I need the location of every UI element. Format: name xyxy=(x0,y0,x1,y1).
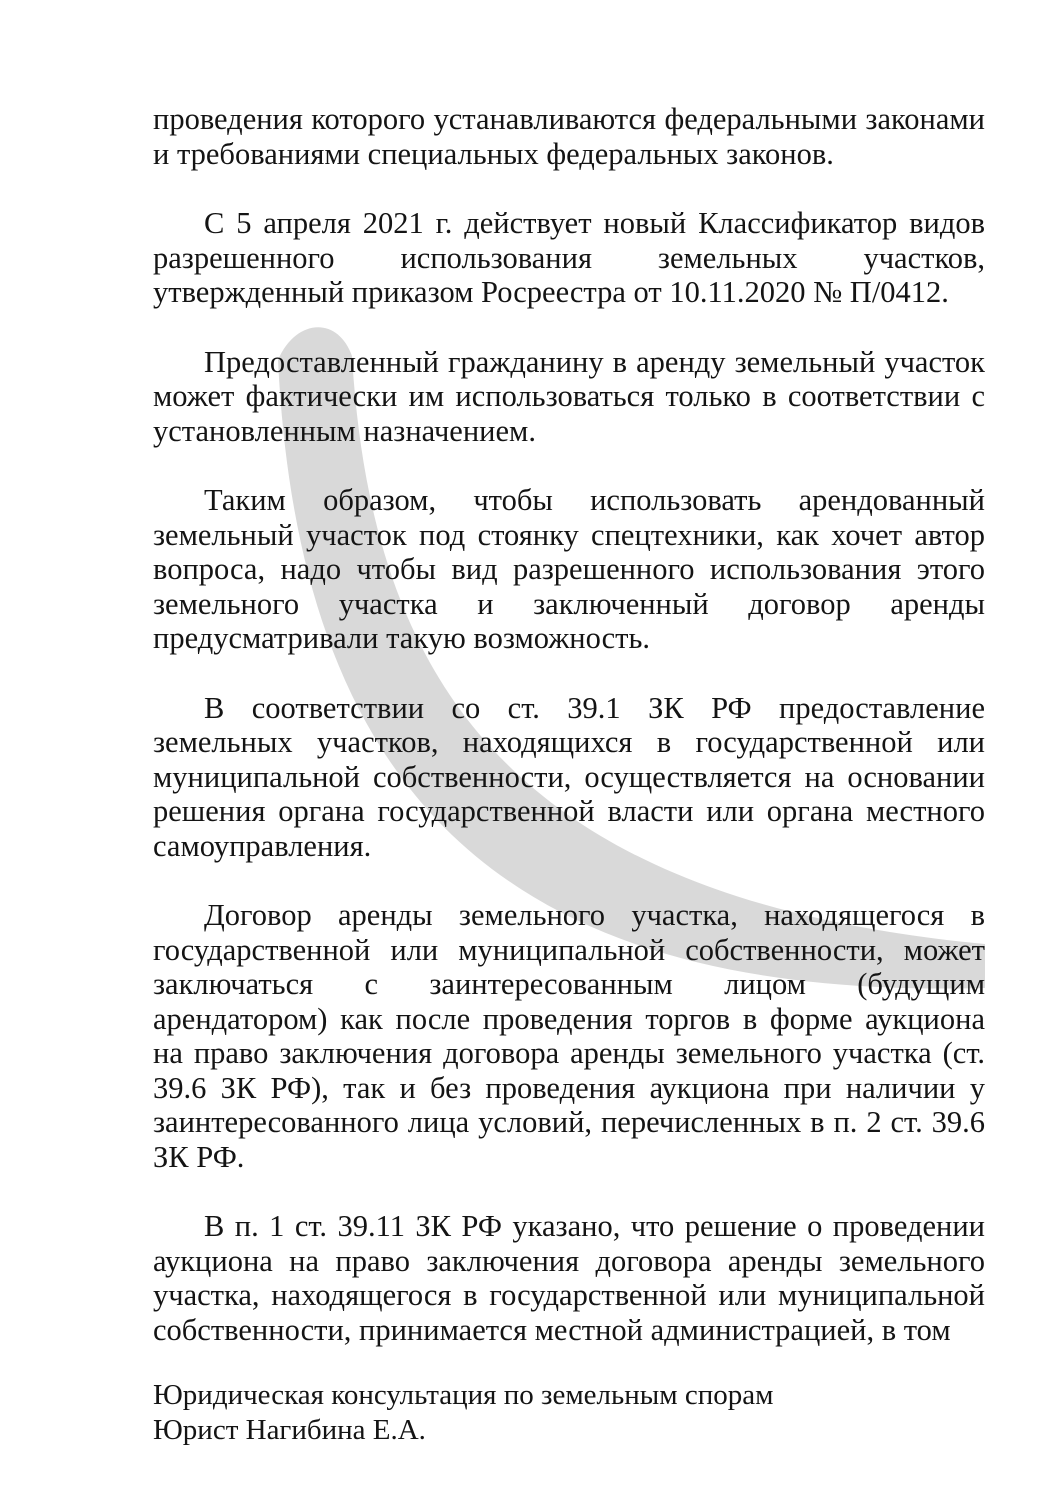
paragraph-3: Предоставленный гражданину в аренду земельный участок может фактически им использоваться только в соответствии с установленным назначением. xyxy=(153,344,985,448)
paragraph-6: Договор аренды земельного участка, находящегося в государственной или муниципальной собственности, может заключаться с заинтересованным лицом (будущим арендатором) как после проведения торгов в форме аукциона на право заключения договора аренды земельного участка (ст. 39.6 ЗК РФ), так и без проведения аукциона при наличии у заинтересованного лица условий, перечисленных в п. 2 ст. 39.6 ЗК РФ. xyxy=(153,898,985,1174)
paragraph-1: проведения которого устанавливаются федеральными законами и требованиями специальных федеральных законов. xyxy=(153,102,985,171)
document-body xyxy=(153,102,985,1347)
paragraph-7: В п. 1 ст. 39.11 ЗК РФ указано, что решение о проведении аукциона на право заключения договора аренды земельного участка, находящегося в государственной или муниципальной собственности, принимается местной администрацией, в том xyxy=(153,1209,985,1347)
footer-organization: Юридическая консультация по земельным спорам xyxy=(153,1379,774,1411)
paragraph-5: В соответствии со ст. 39.1 ЗК РФ предоставление земельных участков, находящихся в государственной или муниципальной собственности, осуществляется на основании решения органа государственной власти или органа местного самоуправления. xyxy=(153,690,985,863)
page-footer xyxy=(153,1378,985,1447)
paragraph-4: Таким образом, чтобы использовать арендованный земельный участок под стоянку спецтехники, как хочет автор вопроса, надо чтобы вид разрешенного использования этого земельного участка и заключенный договор аренды предусматривали такую возможность. xyxy=(153,483,985,655)
paragraph-2: С 5 апреля 2021 г. действует новый Классификатор видов разрешенного использования земельных участков, утвержденный приказом Росреестра от 10.11.2020 № П/0412. xyxy=(153,206,985,309)
footer-author: Юрист Нагибина Е.А. xyxy=(153,1413,426,1446)
